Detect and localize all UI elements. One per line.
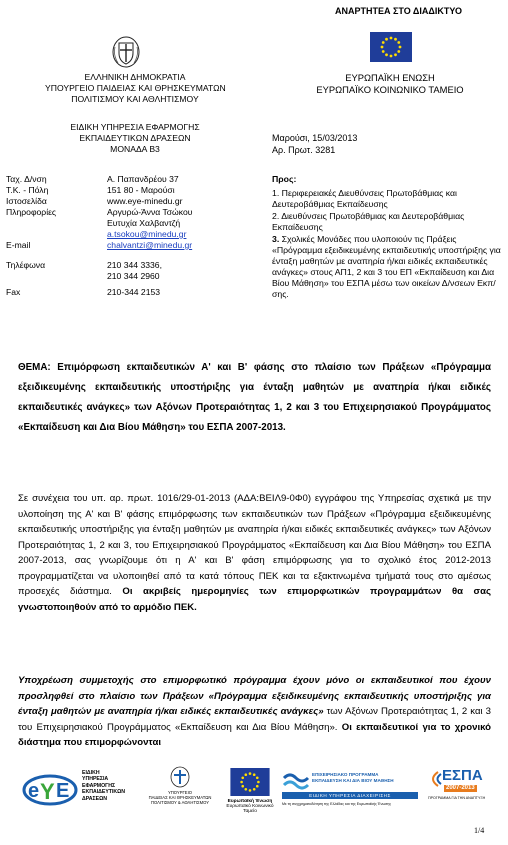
- eu-flag-icon: [370, 32, 412, 62]
- recipients-title: Προς:: [272, 174, 297, 184]
- contact-row: [6, 271, 256, 287]
- eu-flag-small-icon: [230, 768, 270, 796]
- recipient-item: [272, 211, 504, 233]
- body-paragraph-2: [18, 673, 491, 751]
- eu-header: [305, 72, 475, 96]
- espa-tagline: ΠΡΟΓΡΑΜΜΑ ΓΙΑ ΤΗΝ ΑΝΑΠΤΥΞΗ: [428, 796, 486, 800]
- eu-star-icon: [382, 50, 385, 53]
- contact-label: Τηλέφωνα: [6, 260, 46, 270]
- recipient-text: Σχολικές Μονάδες που υλοποιούν τις Πράξεις «Πρόγραμμα εξειδικευμένης εκπαιδευτικής υποστήριξης για ένταξη μαθητών με αναπηρία ή/και ειδικές εκπαιδευτικές ανάγκες» στους ΑΠ1, 2 και 3 του ΕΠ «Εκπαίδευση και Δια Βίου Μάθηση» του ΕΣΠΑ μέσω των οικείων Δ/νσεων Εκπ/σης.: [272, 234, 501, 299]
- op-logo-text: [312, 772, 394, 784]
- eye-line: ΕΚΠΑΙΔΕΥΤΙΚΩΝ: [82, 789, 126, 796]
- ministry-logo-line: ΠΟΛΙΤΙΣΜΟΥ & ΑΘΛΗΤΙΣΜΟΥ: [150, 800, 210, 805]
- contact-label: Fax: [6, 287, 21, 297]
- contact-label: E-mail: [6, 240, 31, 250]
- espa-logo: [426, 766, 492, 812]
- place-date: Μαρούσι, 15/03/2013: [272, 133, 358, 143]
- body-text: των Αξόνων Προτεραιότητας 1, 2 και 3 του Επιχειρησιακού Προγράμματος «Εκπαίδευση και Δια Βίου Μάθηση».: [18, 706, 491, 733]
- eu-star-icon: [253, 788, 256, 791]
- espa-arcs-icon: [426, 770, 442, 788]
- op-logo: [282, 768, 420, 814]
- op-line: ΕΚΠΑΙΔΕΥΣΗ ΚΑΙ ΔΙΑ ΒΙΟΥ ΜΑΘΗΣΗ: [312, 778, 394, 783]
- contact-table: [6, 174, 256, 298]
- state-name: ΕΛΛΗΝΙΚΗ ΔΗΜΟΚΡΑΤΙΑ: [84, 72, 186, 82]
- recipient-item: [272, 234, 504, 300]
- eu-star-icon: [244, 773, 247, 776]
- contact-label: Πληροφορίες: [6, 207, 57, 217]
- eu-name: ΕΥΡΩΠΑΪΚΗ ΕΝΩΣΗ: [345, 72, 435, 83]
- unit-header: [55, 122, 215, 155]
- eu-star-icon: [241, 776, 244, 779]
- eye-line: ΥΠΗΡΕΣΙΑ: [82, 776, 109, 783]
- eu-star-icon: [249, 772, 252, 775]
- eye-logo: [22, 768, 132, 812]
- contact-row: [6, 229, 256, 240]
- eye-line: ΔΡΑΣΕΩΝ: [82, 795, 108, 802]
- eu-star-icon: [385, 53, 388, 56]
- cofund-note: Με τη συγχρηματοδότηση της Ελλάδας και της Ευρωπαϊκής Ένωσης: [282, 802, 392, 806]
- website-link[interactable]: www.eye-minedu.gr: [107, 196, 183, 206]
- date-block: [272, 132, 357, 156]
- contact-row: [6, 260, 256, 271]
- eu-fund-caption: Ευρωπαϊκό Κοινωνικό Ταμείο: [226, 804, 274, 814]
- contact-value: 151 80 - Μαρούσι: [107, 185, 175, 195]
- unit-line: ΜΟΝΑΔΑ Β3: [110, 144, 160, 154]
- ministry-name-cont: ΠΟΛΙΤΙΣΜΟΥ ΚΑΙ ΑΘΛΗΤΙΣΜΟΥ: [71, 94, 199, 104]
- eu-star-icon: [394, 38, 397, 41]
- posting-note: ΑΝΑΡΤΗΤΕΑ ΣΤΟ ΔΙΑΔΙΚΤΥΟ: [335, 6, 462, 16]
- eu-star-icon: [253, 773, 256, 776]
- espa-title: ΕΣΠΑ: [442, 767, 483, 784]
- eye-line: ΕΦΑΡΜΟΓΗΣ: [82, 782, 116, 789]
- eu-star-icon: [249, 789, 252, 792]
- contact-value: 210 344 2960: [107, 271, 160, 281]
- eu-star-icon: [399, 46, 402, 49]
- recipient-number: 2.: [272, 211, 280, 221]
- ministry-logo: [148, 766, 212, 814]
- unit-line: ΕΚΠΑΙΔΕΥΤΙΚΩΝ ΔΡΑΣΕΩΝ: [79, 133, 191, 143]
- svg-text:E: E: [56, 780, 70, 802]
- eu-footer-logo: [222, 768, 278, 816]
- contact-value: 210-344 2153: [107, 287, 161, 297]
- eye-line: ΕΙΔΙΚΗ: [82, 770, 100, 776]
- body-bold-text: Οι εκπαιδευτικοί για το χρονικό διάστημα που επιμορφώνονται: [18, 721, 491, 748]
- email-link[interactable]: chalvantzi@minedu.gr: [107, 240, 193, 250]
- body-paragraph-1: [18, 491, 491, 615]
- ministry-name: ΥΠΟΥΡΓΕΙΟ ΠΑΙΔΕΙΑΣ ΚΑΙ ΘΡΗΣΚΕΥΜΑΤΩΝ: [45, 83, 226, 93]
- contact-value: Αργυρώ-Άννα Τσώκου: [107, 207, 193, 217]
- ministry-emblem-icon: [170, 766, 190, 788]
- contact-label: Τ.Κ. - Πόλη: [6, 185, 49, 195]
- eye-logo-icon: [22, 770, 78, 808]
- eu-star-icon: [381, 46, 384, 49]
- contact-row: [6, 240, 256, 260]
- ministry-logo-line: ΥΠΟΥΡΓΕΙΟ: [167, 790, 193, 795]
- recipient-number: 3.: [272, 234, 280, 244]
- contact-row: [6, 185, 256, 196]
- contact-row: [6, 174, 256, 185]
- eu-star-icon: [257, 781, 260, 784]
- eu-star-icon: [256, 776, 259, 779]
- contact-label: Ιστοσελίδα: [6, 196, 47, 206]
- eu-star-icon: [244, 788, 247, 791]
- espa-years: 2007-2013: [446, 785, 475, 791]
- email-link[interactable]: a.tsokou@minedu.gr: [107, 229, 187, 239]
- contact-row: [6, 196, 256, 207]
- eu-star-icon: [240, 781, 243, 784]
- page-number: 1/4: [474, 826, 485, 835]
- op-wave-icon: [282, 770, 310, 792]
- eu-star-icon: [382, 41, 385, 44]
- eu-star-icon: [397, 50, 400, 53]
- eu-footer-caption: [222, 799, 278, 814]
- protocol-number: Αρ. Πρωτ. 3281: [272, 145, 336, 155]
- contact-row: [6, 218, 256, 229]
- body-text: Σε συνέχεια του υπ. αρ. πρωτ. 1016/29-01-2013 (ΑΔΑ:ΒΕΙΛ9-0Φ0) εγγράφου της Υπηρεσίας σχετικά με την υλοποίηση της Α' και Β' φάσης επιμόρφωσης των εκπαιδευτικών των Πράξεων «Πρόγραμμα εξειδικευμένης εκπαιδευτικής υποστήριξης για ένταξη μαθητών με αναπηρία ή/και ειδικές εκπαιδευτικές ανάγκες» των Αξόνων Προτεραιότητας 1, 2 και 3, του Επιχειρησιακού Προγράμματος «Εκπαίδευση και Δια Βίου Μάθηση» του ΕΣΠΑ 2007-2013, σας γνωρίζουμε ότι η Α' και Β' φάση επιμόρφωσης για το σχολικό έτος 2012-2013 προγραμματίζεται να υλοποιηθεί από τα κατά τόπους ΠΕΚ και τα εξακτινωμένα τμήματά τους στο αμέσως προσεχές διάστημα.: [18, 493, 491, 597]
- body-bold-text: Οι ακριβείς ημερομηνίες των επιμορφωτικών προγραμμάτων θα σας γνωστοποιηθούν από το αρμόδιο ΠΕΚ.: [18, 586, 491, 613]
- contact-row: [6, 207, 256, 218]
- footer-logos: [0, 762, 508, 820]
- eu-star-icon: [397, 41, 400, 44]
- eu-star-icon: [385, 38, 388, 41]
- svg-text:Y: Y: [40, 779, 55, 804]
- eu-star-icon: [390, 55, 393, 58]
- recipient-item: [272, 188, 504, 210]
- op-authority-bar: ΕΙΔΙΚΗ ΥΠΗΡΕΣΙΑ ΔΙΑΧΕΙΡΙΣΗΣ: [282, 792, 418, 799]
- ministry-logo-line: ΠΑΙΔΕΙΑΣ ΚΑΙ ΘΡΗΣΚΕΥΜΑΤΩΝ: [148, 795, 212, 800]
- esf-name: ΕΥΡΩΠΑΪΚΟ ΚΟΙΝΩΝΙΚΟ ΤΑΜΕΙΟ: [316, 84, 464, 95]
- obligation-text: Υποχρέωση συμμετοχής στο επιμορφωτικό πρόγραμμα έχουν μόνο οι εκπαιδευτικοί που έχουν προσληφθεί στο πλαίσιο των Πράξεων «Πρόγραμμα εξειδικευμένης εκπαιδευτικής υποστήριξης για ένταξη μαθητών με αναπηρία ή/και ειδικές εκπαιδευτικές ανάγκες»: [18, 675, 491, 717]
- recipient-text: Διευθύνσεις Πρωτοβάθμιας και Δευτεροβάθμιας Εκπαίδευσης: [272, 211, 465, 232]
- contact-value: 210 344 3336,: [107, 260, 162, 270]
- eu-caption: Ευρωπαϊκή Ένωση: [227, 799, 273, 804]
- contact-value: Α. Παπανδρέου 37: [107, 174, 179, 184]
- recipient-text: Περιφερειακές Διευθύνσεις Πρωτοβάθμιας και Δευτεροβάθμιας Εκπαίδευσης: [272, 188, 457, 209]
- contact-row: [6, 287, 256, 298]
- contact-value: Ευτυχία Χαλβαντζή: [107, 218, 181, 228]
- svg-text:e: e: [28, 780, 40, 802]
- op-line: ΕΠΙΧΕΙΡΗΣΙΑΚΟ ΠΡΟΓΡΑΜΜΑ: [312, 772, 379, 777]
- subject-paragraph: ΘΕΜΑ: Επιμόρφωση εκπαιδευτικών Α' και Β' φάσης στο πλαίσιο των Πράξεων «Πρόγραμμα εξειδικευμένης εκπαιδευτικής υποστήριξης για ένταξη μαθητών με αναπηρία ή/και ειδικές εκπαιδευτικές ανάγκες» των Αξόνων Προτεραιότητας 1, 2 και 3 του Επιχειρησιακού Προγράμματος «Εκπαίδευση και Δια Βίου Μάθηση» του ΕΣΠΑ 2007-2013.: [18, 362, 491, 433]
- contact-label: Ταχ. Δ/νση: [6, 174, 47, 184]
- unit-line: ΕΙΔΙΚΗ ΥΠΗΡΕΣΙΑ ΕΦΑΡΜΟΓΗΣ: [70, 122, 200, 132]
- ministry-header: [45, 72, 226, 105]
- eu-star-icon: [394, 53, 397, 56]
- eu-star-icon: [241, 785, 244, 788]
- ministry-logo-text: [148, 790, 212, 805]
- recipients-block: [272, 174, 504, 300]
- recipient-number: 1.: [272, 188, 280, 198]
- eye-logo-text: [82, 770, 125, 802]
- greek-coat-of-arms-icon: [111, 35, 141, 69]
- eu-star-icon: [256, 785, 259, 788]
- eu-star-icon: [390, 37, 393, 40]
